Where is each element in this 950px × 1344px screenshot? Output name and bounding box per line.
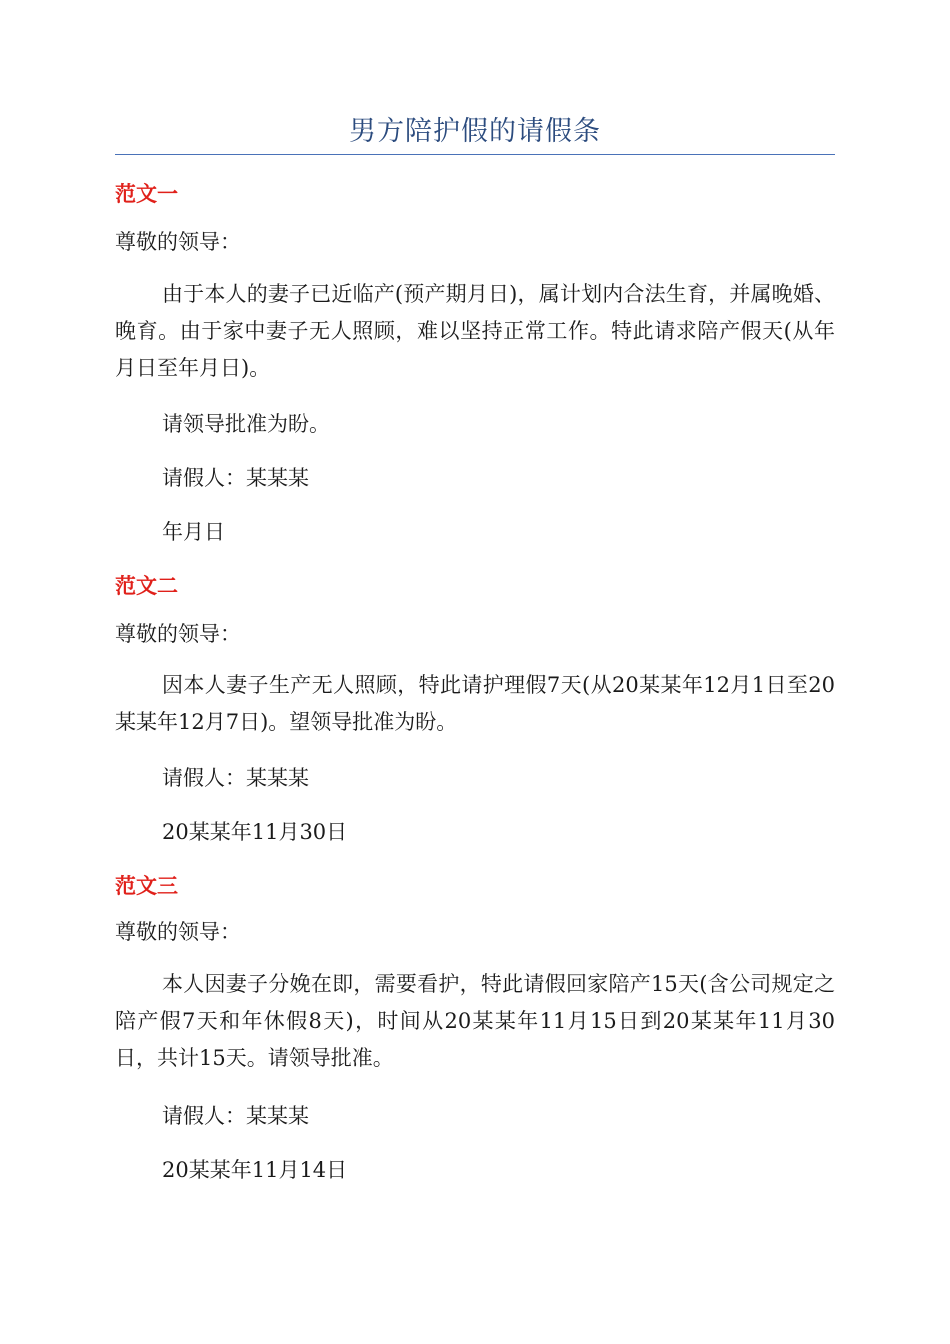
section-heading-2: 范文二: [115, 574, 178, 598]
body-paragraph-2: 因本人妻子生产无人照顾，特此请护理假7天(从20某某年12月1日至20某某年12月7日)。望领导批准为盼。: [115, 673, 835, 734]
date-3: 20某某年11月14日: [162, 1158, 348, 1182]
body-paragraph-1: 由于本人的妻子已近临产(预产期月日)，属计划内合法生育，并属晚婚、晚育。由于家中妻子无人照顾，难以坚持正常工作。特此请求陪产假天(从年月日至年月日)。: [115, 282, 835, 380]
signer-2: 请假人：某某某: [162, 766, 309, 790]
signer-3: 请假人：某某某: [162, 1104, 309, 1128]
closing-line-1: 请领导批准为盼。: [162, 412, 330, 436]
section-heading-3: 范文三: [115, 874, 178, 898]
date-1: 年月日: [162, 520, 225, 544]
body-paragraph-3: 本人因妻子分娩在即，需要看护，特此请假回家陪产15天(含公司规定之陪产假7天和年休假8天)，时间从20某某年11月15日到20某某年11月30日，共计15天。请领导批准。: [115, 972, 835, 1070]
salutation-3: 尊敬的领导：: [115, 920, 241, 944]
page-title: 男方陪护假的请假条: [349, 116, 601, 147]
salutation-1: 尊敬的领导：: [115, 230, 241, 254]
section-heading-1: 范文一: [115, 182, 178, 206]
signer-1: 请假人：某某某: [162, 466, 309, 490]
salutation-2: 尊敬的领导：: [115, 622, 241, 646]
title-divider: [115, 154, 835, 155]
date-2: 20某某年11月30日: [162, 820, 348, 844]
